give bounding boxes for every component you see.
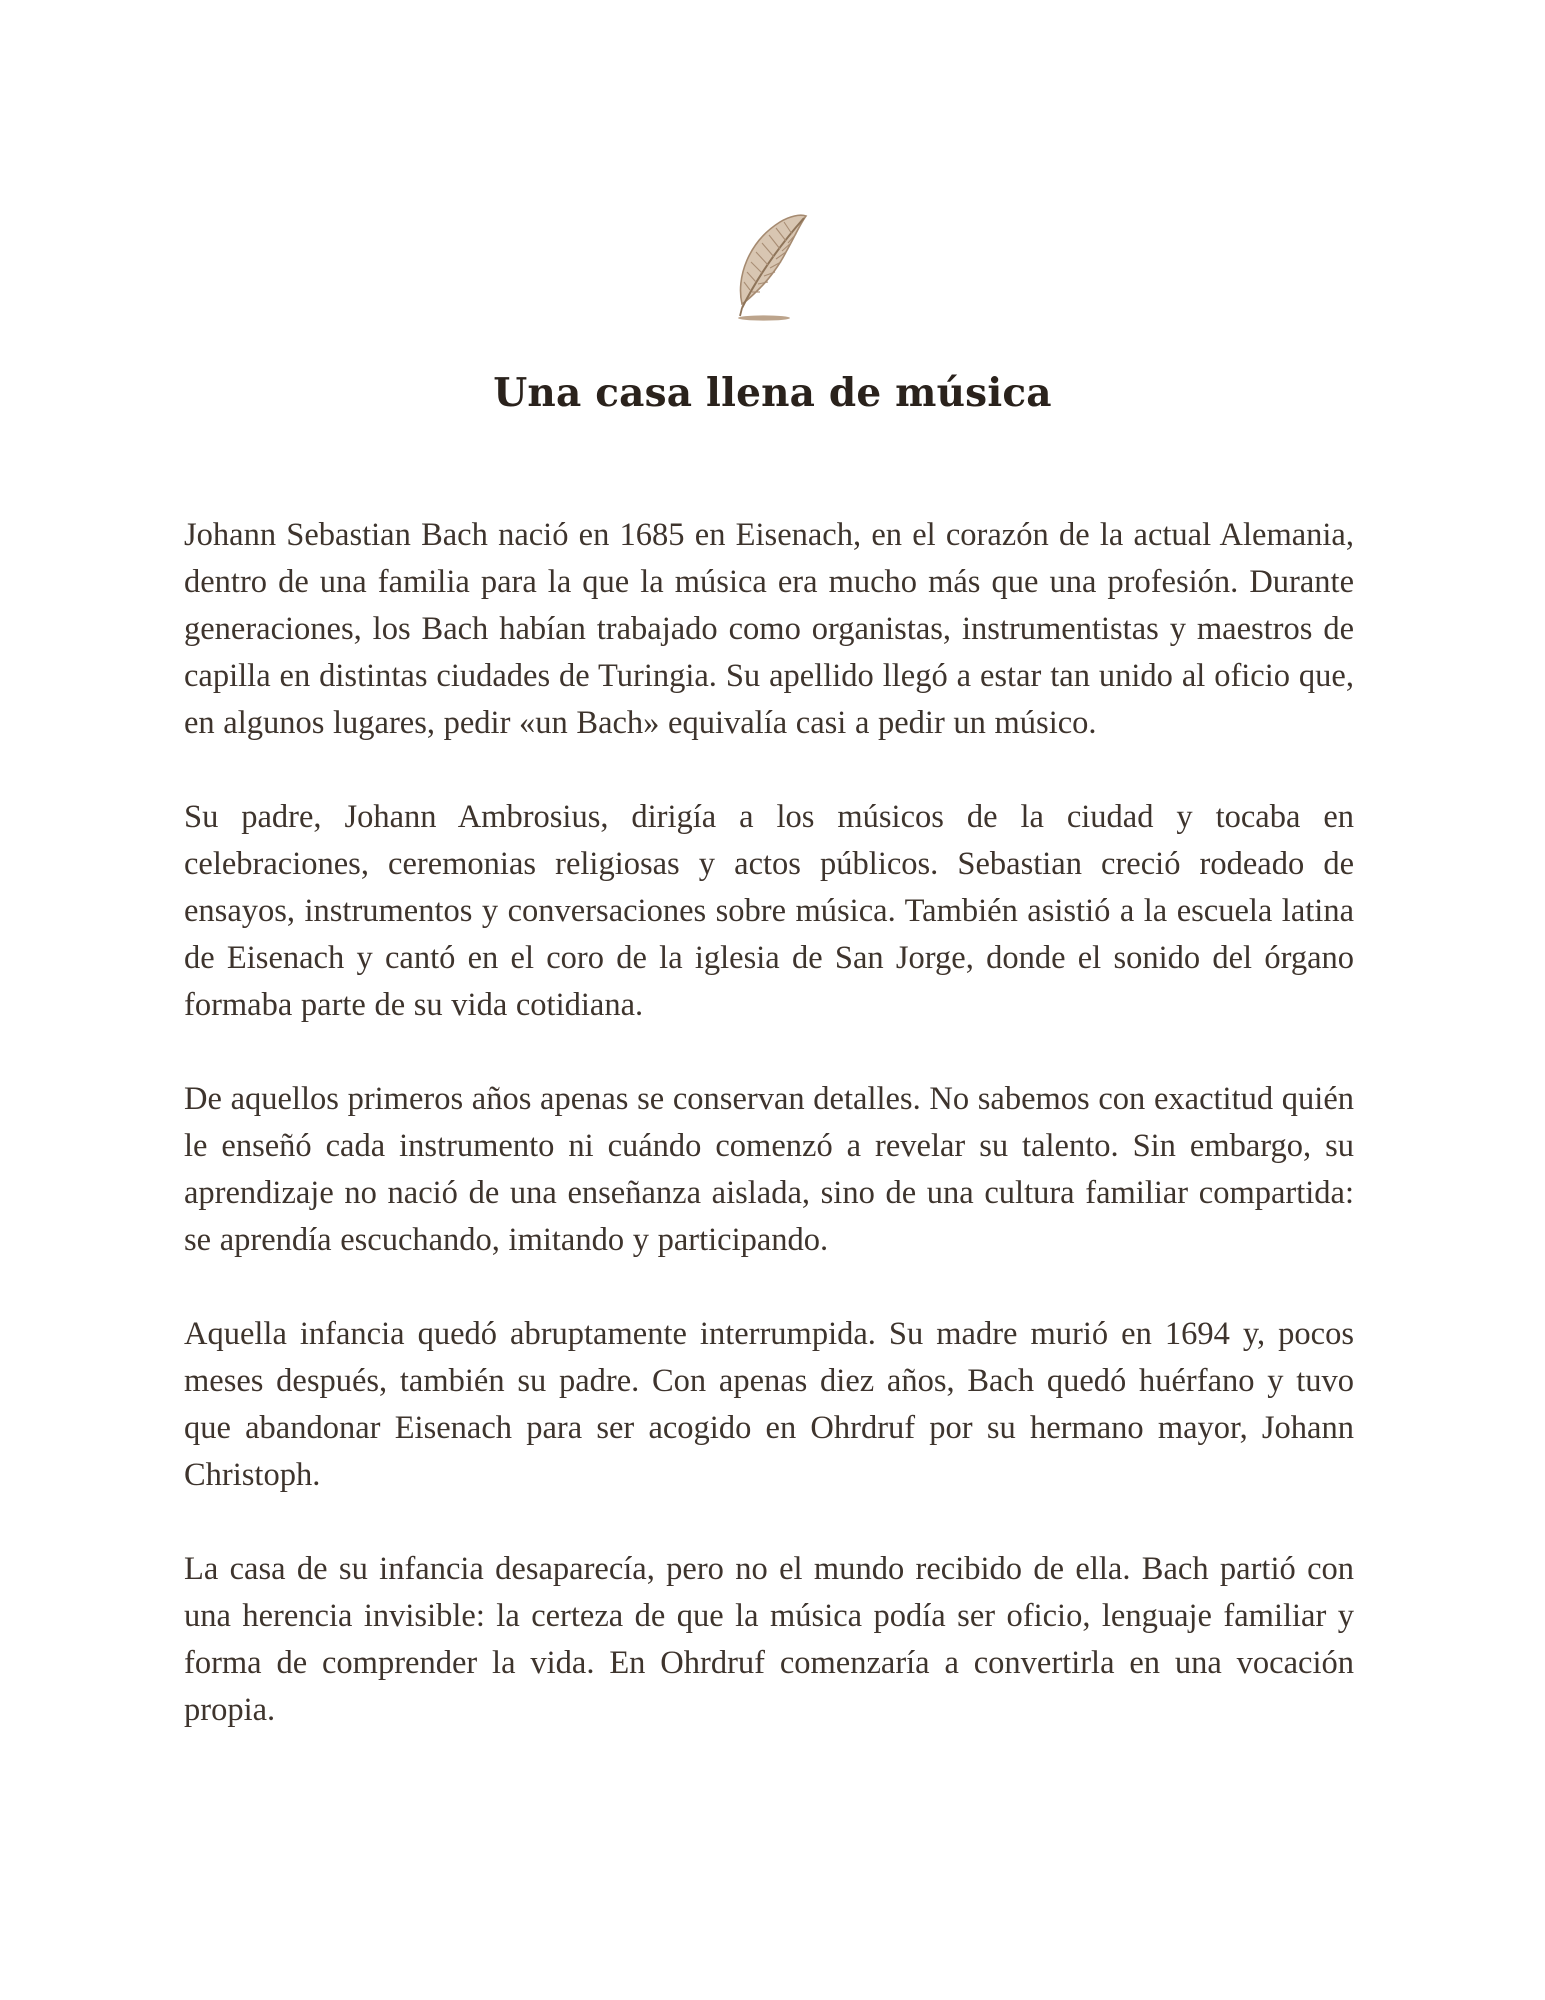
chapter-title: Una casa llena de música	[493, 370, 1052, 416]
paragraph-1: Johann Sebastian Bach nació en 1685 en Eisenach, en el corazón de la actual Alemania, dentro de una familia para la que la música era mucho más que una profesión. Durante generaciones, los Bach habían trabajado como organistas, instrumentistas y maestros de capilla en distintas ciudades de Turingia. Su apellido llegó a estar tan unido al oficio que, en algunos lugares, pedir «un Bach» equivalía casi a pedir un músico.	[184, 517, 1354, 741]
paragraph-3: De aquellos primeros años apenas se conservan detalles. No sabemos con exactitud quién le enseñó cada instrumento ni cuándo comenzó a revelar su talento. Sin embargo, su aprendizaje no nació de una enseñanza aislada, sino de una cultura familiar compartida: se aprendía escuchando, imitando y participando.	[184, 1081, 1354, 1258]
paragraph-2: Su padre, Johann Ambrosius, dirigía a los músicos de la ciudad y tocaba en celebraciones, ceremonias religiosas y actos públicos. Sebastian creció rodeado de ensayos, instrumentos y conversaciones sobre música. También asistió a la escuela latina de Eisenach y cantó en el coro de la iglesia de San Jorge, donde el sonido del órgano formaba parte de su vida cotidiana.	[184, 799, 1354, 1023]
paragraph-5: La casa de su infancia desaparecía, pero no el mundo recibido de ella. Bach partió con una herencia invisible: la certeza de que la música podía ser oficio, lenguaje familiar y forma de comprender la vida. En Ohrdruf comenzaría a convertirla en una vocación propia.	[184, 1551, 1354, 1728]
chapter-body	[184, 512, 1354, 1734]
feather-quill-icon	[730, 212, 814, 322]
paragraph-4: Aquella infancia quedó abruptamente interrumpida. Su madre murió en 1694 y, pocos meses después, también su padre. Con apenas diez años, Bach quedó huérfano y tuvo que abandonar Eisenach para ser acogido en Ohrdruf por su hermano mayor, Johann Christoph.	[184, 1316, 1354, 1493]
